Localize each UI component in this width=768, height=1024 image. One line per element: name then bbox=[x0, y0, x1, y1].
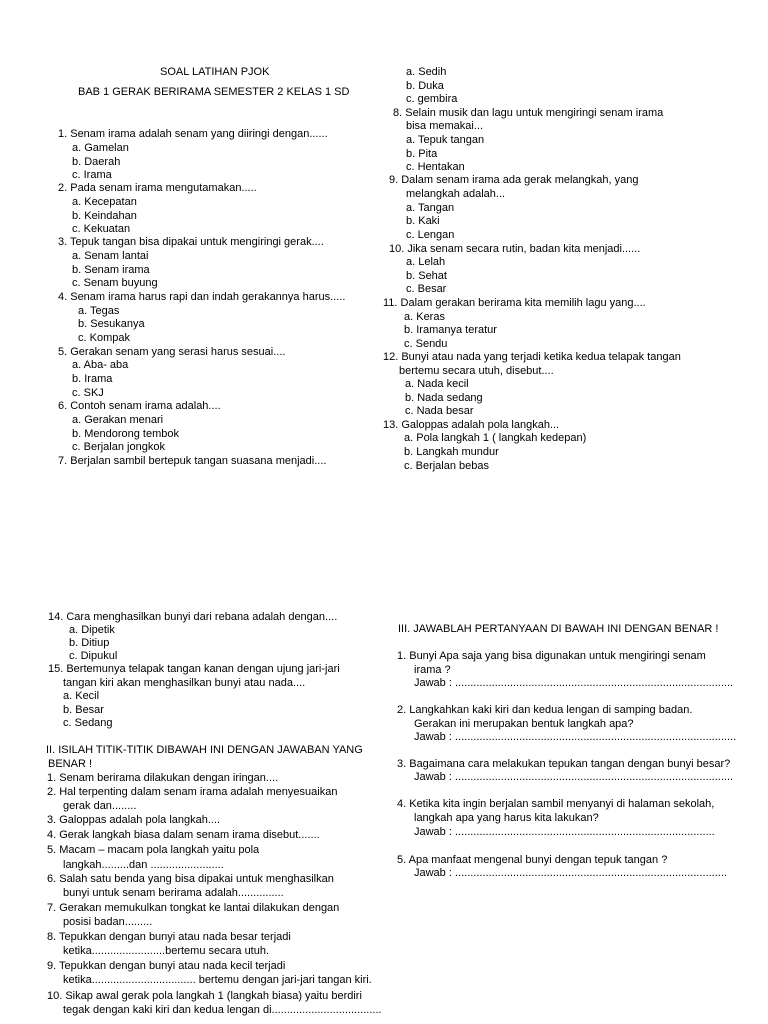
section1-right-line: a. Lelah bbox=[406, 256, 446, 268]
section2-right-line: 1. Bunyi Apa saja yang bisa digunakan untuk mengiringi senam bbox=[397, 650, 706, 662]
section2-left-line: 6. Salah satu benda yang bisa dipakai untuk menghasilkan bbox=[47, 873, 334, 885]
section1-right-line: 8. Selain musik dan lagu untuk mengiringi senam irama bbox=[393, 107, 664, 119]
section2-left-line: a. Kecil bbox=[63, 690, 100, 702]
section1-right-line: 12. Bunyi atau nada yang terjadi ketika kedua telapak tangan bbox=[383, 351, 681, 363]
section1-left-line: a. Tegas bbox=[78, 305, 120, 317]
section1-left-line: 4. Senam irama harus rapi dan indah gerakannya harus..... bbox=[58, 291, 346, 303]
section1-left-line: 2. Pada senam irama mengutamakan..... bbox=[58, 182, 257, 194]
section2-left-line: 1. Senam berirama dilakukan dengan iringan.... bbox=[47, 772, 279, 784]
section2-left-line: 8. Tepukkan dengan bunyi atau nada besar terjadi bbox=[47, 931, 291, 943]
section1-right-line: a. Pola langkah 1 ( langkah kedepan) bbox=[404, 432, 587, 444]
section1-left-line: 3. Tepuk tangan bisa dipakai untuk mengiringi gerak.... bbox=[58, 236, 324, 248]
section1-left-line: b. Keindahan bbox=[72, 210, 137, 222]
section1-right-line: b. Langkah mundur bbox=[404, 446, 499, 458]
section1-left-line: c. Berjalan jongkok bbox=[72, 441, 165, 453]
page-title: SOAL LATIHAN PJOK bbox=[160, 66, 270, 78]
section1-right-line: b. Kaki bbox=[406, 215, 440, 227]
section2-left-line: 7. Gerakan memukulkan tongkat ke lantai dilakukan dengan bbox=[47, 902, 340, 914]
section2-left-line: a. Dipetik bbox=[69, 624, 115, 636]
section2-right-line: 2. Langkahkan kaki kiri dan kedua lengan di samping badan. bbox=[397, 704, 693, 716]
section1-right-line: a. Nada kecil bbox=[405, 378, 469, 390]
section2-right-line: Jawab : ............................................................................................ bbox=[414, 731, 737, 743]
section2-right-line: Gerakan ini merupakan bentuk langkah apa? bbox=[414, 718, 634, 730]
section2-left-line: II. ISILAH TITIK-TITIK DIBAWAH INI DENGAN JAWABAN YANG bbox=[46, 744, 363, 756]
section2-right-line: langkah apa yang harus kita lakukan? bbox=[414, 812, 599, 824]
section1-right-line: b. Sehat bbox=[406, 270, 447, 282]
section2-left-line: 4. Gerak langkah biasa dalam senam irama disebut....... bbox=[47, 829, 320, 841]
section2-left-line: 3. Galoppas adalah pola langkah.... bbox=[47, 814, 221, 826]
section1-left-line: c. Kekuatan bbox=[72, 223, 131, 235]
section1-right-line: 10. Jika senam secara rutin, badan kita menjadi...... bbox=[389, 243, 641, 255]
section2-left-line: 14. Cara menghasilkan bunyi dari rebana adalah dengan.... bbox=[48, 611, 338, 623]
section1-right-line: a. Sedih bbox=[406, 66, 447, 78]
section1-right-line: c. Nada besar bbox=[405, 405, 474, 417]
section1-left-line: 1. Senam irama adalah senam yang diiringi dengan...... bbox=[58, 128, 328, 140]
section2-left-line: ketika........................bertemu secara utuh. bbox=[63, 945, 270, 957]
section1-left-line: 7. Berjalan sambil bertepuk tangan suasana menjadi.... bbox=[58, 455, 327, 467]
section1-right-line: bertemu secara utuh, disebut.... bbox=[399, 365, 554, 377]
section1-left-line: c. Senam buyung bbox=[72, 277, 158, 289]
section2-right-line: 3. Bagaimana cara melakukan tepukan tangan dengan bunyi besar? bbox=[397, 758, 731, 770]
section1-right-line: c. Hentakan bbox=[406, 161, 465, 173]
section1-left-line: c. Irama bbox=[72, 169, 112, 181]
section1-left-line: a. Gamelan bbox=[72, 142, 129, 154]
section1-right-line: b. Duka bbox=[406, 80, 444, 92]
section2-right-line: Jawab : ......................................................................................... bbox=[414, 867, 727, 879]
section2-left-line: bunyi untuk senam berirama adalah............... bbox=[63, 887, 284, 899]
section2-left-line: ketika.................................. bertemu dengan jari-jari tangan kiri. bbox=[63, 974, 372, 986]
section2-left-line: b. Besar bbox=[63, 704, 104, 716]
section1-right-line: 11. Dalam gerakan berirama kita memilih lagu yang.... bbox=[383, 297, 646, 309]
section2-left-line: c. Sedang bbox=[63, 717, 113, 729]
section1-right-line: b. Pita bbox=[406, 148, 438, 160]
section2-left-line: gerak dan........ bbox=[63, 800, 137, 812]
section1-right-line: c. Sendu bbox=[404, 338, 448, 350]
section1-left-line: a. Kecepatan bbox=[72, 196, 137, 208]
section1-left-line: b. Irama bbox=[72, 373, 113, 385]
section2-right-line: Jawab : ........................................................................................... bbox=[414, 677, 734, 689]
section2-right-line: Jawab : ........................................................................................... bbox=[414, 771, 734, 783]
section1-left-line: b. Mendorong tembok bbox=[72, 428, 180, 440]
section1-right-line: c. Berjalan bebas bbox=[404, 460, 489, 472]
section2-left-line: 5. Macam – macam pola langkah yaitu pola bbox=[47, 844, 260, 856]
section2-left-line: posisi badan......... bbox=[63, 916, 153, 928]
section2-right-line: 4. Ketika kita ingin berjalan sambil menyanyi di halaman sekolah, bbox=[397, 798, 715, 810]
section1-right-line: 9. Dalam senam irama ada gerak melangkah, yang bbox=[389, 174, 639, 186]
section2-right-line: III. JAWABLAH PERTANYAAN DI BAWAH INI DENGAN BENAR ! bbox=[398, 623, 719, 635]
section1-left-line: c. SKJ bbox=[72, 387, 104, 399]
section1-right-line: c. gembira bbox=[406, 93, 458, 105]
section2-left-line: 2. Hal terpenting dalam senam irama adalah menyesuaikan bbox=[47, 786, 338, 798]
section1-right-line: c. Lengan bbox=[406, 229, 455, 241]
section1-right-line: a. Keras bbox=[404, 311, 445, 323]
section2-left-line: tegak dengan kaki kiri dan kedua lengan di.................................... bbox=[63, 1004, 382, 1016]
section2-right-line: 5. Apa manfaat mengenal bunyi dengan tepuk tangan ? bbox=[397, 854, 668, 866]
section1-left-line: a. Aba- aba bbox=[72, 359, 129, 371]
section1-left-line: b. Sesukanya bbox=[78, 318, 145, 330]
section2-right-line: irama ? bbox=[414, 664, 451, 676]
section2-left-line: 10. Sikap awal gerak pola langkah 1 (langkah biasa) yaitu berdiri bbox=[47, 990, 362, 1002]
page-subtitle: BAB 1 GERAK BERIRAMA SEMESTER 2 KELAS 1 SD bbox=[78, 86, 350, 98]
section2-left-line: c. Dipukul bbox=[69, 650, 118, 662]
section2-left-line: 15. Bertemunya telapak tangan kanan dengan ujung jari-jari bbox=[48, 663, 340, 675]
section1-right-line: bisa memakai... bbox=[406, 120, 484, 132]
section1-right-line: a. Tepuk tangan bbox=[406, 134, 485, 146]
section1-right-line: b. Iramanya teratur bbox=[404, 324, 497, 336]
section1-left-line: a. Senam lantai bbox=[72, 250, 149, 262]
section1-left-line: b. Senam irama bbox=[72, 264, 150, 276]
section1-left-line: b. Daerah bbox=[72, 156, 121, 168]
section1-left-line: 5. Gerakan senam yang serasi harus sesuai.... bbox=[58, 346, 286, 358]
section2-left-line: langkah.........dan ........................ bbox=[63, 859, 224, 871]
section2-left-line: 9. Tepukkan dengan bunyi atau nada kecil terjadi bbox=[47, 960, 286, 972]
section1-right-line: melangkah adalah... bbox=[406, 188, 506, 200]
section1-right-line: c. Besar bbox=[406, 283, 447, 295]
section1-left-line: c. Kompak bbox=[78, 332, 130, 344]
section1-right-line: a. Tangan bbox=[406, 202, 455, 214]
section2-right-line: Jawab : ..................................................................................... bbox=[414, 826, 715, 838]
section1-left-line: a. Gerakan menari bbox=[72, 414, 164, 426]
section2-left-line: b. Ditiup bbox=[69, 637, 110, 649]
section1-right-line: b. Nada sedang bbox=[405, 392, 483, 404]
section1-right-line: 13. Galoppas adalah pola langkah... bbox=[383, 419, 560, 431]
section1-left-line: 6. Contoh senam irama adalah.... bbox=[58, 400, 221, 412]
section2-left-line: BENAR ! bbox=[48, 758, 93, 770]
section2-left-line: tangan kiri akan menghasilkan bunyi atau nada.... bbox=[63, 677, 306, 689]
